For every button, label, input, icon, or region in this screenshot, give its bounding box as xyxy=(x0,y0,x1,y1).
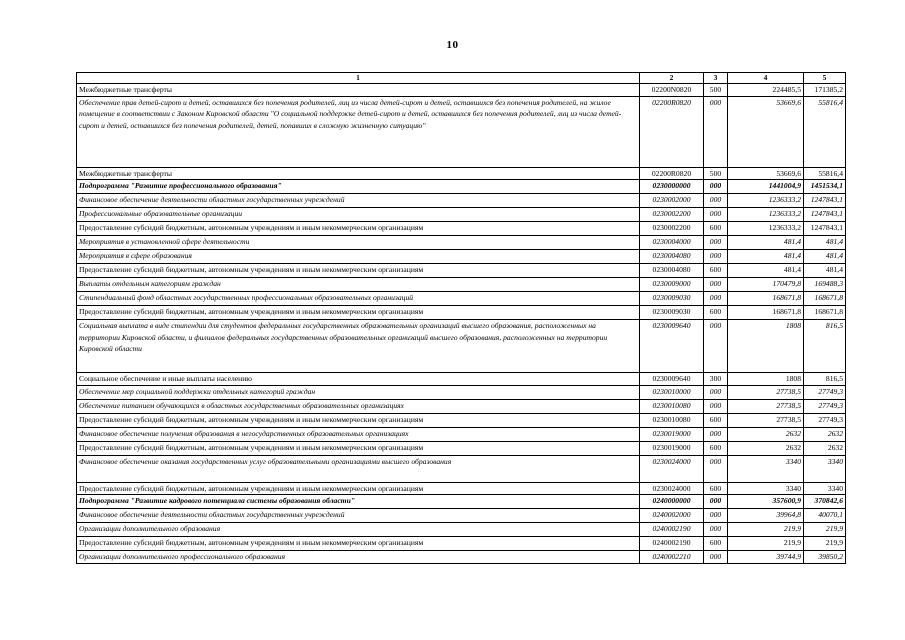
row-name: Предоставление субсидий бюджетным, автономным учреждениям и иным некоммерческим организациям xyxy=(77,482,640,495)
row-value-2020: 27749,3 xyxy=(804,413,846,427)
table-row xyxy=(77,427,846,441)
table-row xyxy=(77,84,846,97)
row-code: 0230010080 xyxy=(640,399,704,413)
row-value-2020: 40070,1 xyxy=(804,509,846,523)
row-value-2020: 1247843,1 xyxy=(804,222,846,236)
row-value-2020: 2632 xyxy=(804,427,846,441)
row-code: 0230004080 xyxy=(640,264,704,278)
row-value-2019: 53669,6 xyxy=(728,167,804,180)
header-col-5: 5 xyxy=(804,73,846,84)
row-value-2019: 219,9 xyxy=(728,523,804,537)
row-code: 0230024000 xyxy=(640,482,704,495)
row-name: Стипендиальный фонд областных государственных профессиональных образовательных организаций xyxy=(77,292,640,306)
row-code: 0240000000 xyxy=(640,495,704,509)
row-value-2019: 357600,9 xyxy=(728,495,804,509)
row-value-2019: 224485,5 xyxy=(728,84,804,97)
row-name: Предоставление субсидий бюджетным, автономным учреждениям и иным некоммерческим организациям xyxy=(77,441,640,455)
table-row xyxy=(77,208,846,222)
row-name: Межбюджетные трансферты xyxy=(77,167,640,180)
row-code: 0230002000 xyxy=(640,194,704,208)
row-code: 0230002200 xyxy=(640,222,704,236)
row-value-2019: 168671,8 xyxy=(728,306,804,320)
row-value-2020: 168671,8 xyxy=(804,306,846,320)
table-row xyxy=(77,455,846,482)
row-value-2020: 219,9 xyxy=(804,523,846,537)
table-row xyxy=(77,306,846,320)
row-name: Финансовое обеспечение деятельности областных государственных учреждений xyxy=(77,509,640,523)
row-type: 600 xyxy=(704,482,728,495)
row-value-2019: 481,4 xyxy=(728,250,804,264)
row-type: 600 xyxy=(704,264,728,278)
row-type: 000 xyxy=(704,208,728,222)
row-value-2019: 27738,5 xyxy=(728,413,804,427)
table-row xyxy=(77,373,846,386)
row-name: Подпрограмма "Развитие профессионального образования" xyxy=(77,180,640,194)
row-name: Предоставление субсидий бюджетным, автономным учреждениям и иным некоммерческим организациям xyxy=(77,264,640,278)
row-value-2019: 3340 xyxy=(728,482,804,495)
row-code: 0230009000 xyxy=(640,278,704,292)
header-col-2: 2 xyxy=(640,73,704,84)
row-code: 0230019000 xyxy=(640,427,704,441)
row-name: Мероприятия в сфере образования xyxy=(77,250,640,264)
table-row xyxy=(77,222,846,236)
row-value-2019: 168671,8 xyxy=(728,292,804,306)
row-name: Организации дополнительного образования xyxy=(77,523,640,537)
row-code: 02300090З0 xyxy=(640,306,704,320)
row-value-2020: 171385,2 xyxy=(804,84,846,97)
row-code: 0240002000 xyxy=(640,509,704,523)
row-type: 000 xyxy=(704,495,728,509)
row-value-2020: 168671,8 xyxy=(804,292,846,306)
row-type: 500 xyxy=(704,167,728,180)
table-header-row xyxy=(77,73,846,84)
header-col-3: 3 xyxy=(704,73,728,84)
row-code: 02300090З0 xyxy=(640,292,704,306)
table-row xyxy=(77,551,846,564)
row-value-2019: 1236333,2 xyxy=(728,222,804,236)
row-value-2020: 55816,4 xyxy=(804,167,846,180)
table-row xyxy=(77,385,846,399)
row-value-2019: 27738,5 xyxy=(728,385,804,399)
row-name: Профессиональные образовательные организации xyxy=(77,208,640,222)
table-row xyxy=(77,180,846,194)
row-value-2019: 481,4 xyxy=(728,236,804,250)
row-code: 0230010000 xyxy=(640,385,704,399)
row-value-2019: 1808 xyxy=(728,320,804,373)
table-row xyxy=(77,482,846,495)
row-type: 000 xyxy=(704,180,728,194)
row-value-2019: 170479,8 xyxy=(728,278,804,292)
row-code: 0240002210 xyxy=(640,551,704,564)
row-type: 000 xyxy=(704,455,728,482)
row-type: 000 xyxy=(704,385,728,399)
row-code: 02200R0820 xyxy=(640,96,704,167)
row-type: 000 xyxy=(704,96,728,167)
row-code: 0230009640 xyxy=(640,320,704,373)
row-name: Подпрограмма "Развитие кадрового потенциала системы образования области" xyxy=(77,495,640,509)
row-type: 000 xyxy=(704,194,728,208)
row-code: 0230004000 xyxy=(640,236,704,250)
table-row xyxy=(77,320,846,373)
row-value-2020: 169488,3 xyxy=(804,278,846,292)
table-row xyxy=(77,523,846,537)
table-row xyxy=(77,167,846,180)
table-row xyxy=(77,236,846,250)
row-value-2020: 219,9 xyxy=(804,537,846,551)
row-value-2019: 39964,8 xyxy=(728,509,804,523)
row-name: Финансовое обеспечение оказания государственных услуг образовательными организациями высшего образования xyxy=(77,455,640,482)
row-type: 000 xyxy=(704,509,728,523)
row-type: 600 xyxy=(704,537,728,551)
row-name: Предоставление субсидий бюджетным, автономным учреждениям и иным некоммерческим организациям xyxy=(77,537,640,551)
table-row xyxy=(77,96,846,167)
row-name: Организации дополнительного профессионального образования xyxy=(77,551,640,564)
row-value-2019: 2632 xyxy=(728,441,804,455)
row-value-2019: 1236333,2 xyxy=(728,208,804,222)
row-value-2019: 1441004,9 xyxy=(728,180,804,194)
table-row xyxy=(77,194,846,208)
table-body xyxy=(77,84,846,564)
row-value-2019: 39744,9 xyxy=(728,551,804,564)
row-value-2020: 1451534,1 xyxy=(804,180,846,194)
row-name: Межбюджетные трансферты xyxy=(77,84,640,97)
row-code: 0230004080 xyxy=(640,250,704,264)
header-col-4: 4 xyxy=(728,73,804,84)
table-row xyxy=(77,413,846,427)
row-type: 000 xyxy=(704,236,728,250)
row-value-2019: 1808 xyxy=(728,373,804,386)
row-type: 000 xyxy=(704,320,728,373)
table-row xyxy=(77,278,846,292)
row-code: 0230000000 xyxy=(640,180,704,194)
row-code: 0230009640 xyxy=(640,373,704,386)
row-value-2020: 1247843,1 xyxy=(804,208,846,222)
row-type: 000 xyxy=(704,399,728,413)
row-value-2020: 816,5 xyxy=(804,320,846,373)
row-value-2019: 481,4 xyxy=(728,264,804,278)
table-row xyxy=(77,399,846,413)
row-type: 000 xyxy=(704,292,728,306)
row-name: Обеспечение прав детей-сирот и детей, оставшихся без попечения родителей, лиц из числа детей-сирот и детей, оставшихся без попечения родителей, на жилое помещение в соответствии с Законом Кировской области "О социальной поддержке детей-сирот и детей, оставшихся без попечения родителей, лиц из числа детей-сирот и детей, оставшихся без попечения родителей, детей, попавших в сложную жизненную ситуацию" xyxy=(77,96,640,167)
table-row xyxy=(77,495,846,509)
row-name: Обеспечение питанием обучающихся в областных государственных образовательных организациях xyxy=(77,399,640,413)
row-value-2020: 3340 xyxy=(804,482,846,495)
row-name: Финансовое обеспечение деятельности областных государственных учреждений xyxy=(77,194,640,208)
row-value-2019: 219,9 xyxy=(728,537,804,551)
table-row xyxy=(77,509,846,523)
row-type: 600 xyxy=(704,441,728,455)
row-value-2020: 55816,4 xyxy=(804,96,846,167)
row-name: Предоставление субсидий бюджетным, автономным учреждениям и иным некоммерческим организациям xyxy=(77,413,640,427)
budget-table xyxy=(76,72,846,564)
row-value-2019: 3340 xyxy=(728,455,804,482)
row-value-2020: 481,4 xyxy=(804,250,846,264)
row-name: Предоставление субсидий бюджетным, автономным учреждениям и иным некоммерческим организациям xyxy=(77,222,640,236)
row-type: 600 xyxy=(704,306,728,320)
row-value-2019: 2632 xyxy=(728,427,804,441)
row-code: 0240002190 xyxy=(640,537,704,551)
row-name: Финансовое обеспечение получения образования в негосударственных образовательных организациях xyxy=(77,427,640,441)
row-type: 000 xyxy=(704,427,728,441)
row-value-2020: 3340 xyxy=(804,455,846,482)
row-type: 000 xyxy=(704,523,728,537)
row-code: 0230019000 xyxy=(640,441,704,455)
table-row xyxy=(77,292,846,306)
row-code: 0230002200 xyxy=(640,208,704,222)
header-col-1: 1 xyxy=(77,73,640,84)
row-type: 600 xyxy=(704,222,728,236)
page-number: 10 xyxy=(446,39,459,51)
row-code: 0230010080 xyxy=(640,413,704,427)
row-value-2020: 39850,2 xyxy=(804,551,846,564)
row-name: Обеспечение мер социальной поддержки отдельных категорий граждан xyxy=(77,385,640,399)
row-name: Предоставление субсидий бюджетным, автономным учреждениям и иным некоммерческим организациям xyxy=(77,306,640,320)
row-code: 02200N0820 xyxy=(640,84,704,97)
row-type: 600 xyxy=(704,413,728,427)
table-row xyxy=(77,250,846,264)
row-value-2020: 816,5 xyxy=(804,373,846,386)
table-row xyxy=(77,537,846,551)
row-value-2020: 27749,3 xyxy=(804,399,846,413)
row-name: Социальное обеспечение и иные выплаты населению xyxy=(77,373,640,386)
row-type: 500 xyxy=(704,84,728,97)
row-value-2020: 481,4 xyxy=(804,264,846,278)
row-value-2020: 27749,3 xyxy=(804,385,846,399)
row-code: 02200R0820 xyxy=(640,167,704,180)
row-type: 000 xyxy=(704,250,728,264)
row-code: 0240002190 xyxy=(640,523,704,537)
row-type: 000 xyxy=(704,551,728,564)
row-value-2020: 481,4 xyxy=(804,236,846,250)
row-type: 300 xyxy=(704,373,728,386)
row-value-2020: 2632 xyxy=(804,441,846,455)
row-name: Социальная выплата в виде стипендии для студентов федеральных государственных образовательных организаций высшего образования, расположенных на территории Кировской области, и филиалов федеральных государственных образовательных организаций высшего образования, расположенных на территории Кировской области xyxy=(77,320,640,373)
row-name: Выплаты отдельным категориям граждан xyxy=(77,278,640,292)
row-type: 000 xyxy=(704,278,728,292)
row-value-2020: 1247843,1 xyxy=(804,194,846,208)
row-value-2019: 53669,6 xyxy=(728,96,804,167)
row-code: 0230024000 xyxy=(640,455,704,482)
row-value-2019: 1236333,2 xyxy=(728,194,804,208)
row-name: Мероприятия в установленной сфере деятельности xyxy=(77,236,640,250)
row-value-2019: 27738,5 xyxy=(728,399,804,413)
row-value-2020: 370842,6 xyxy=(804,495,846,509)
table-row xyxy=(77,264,846,278)
table-row xyxy=(77,441,846,455)
